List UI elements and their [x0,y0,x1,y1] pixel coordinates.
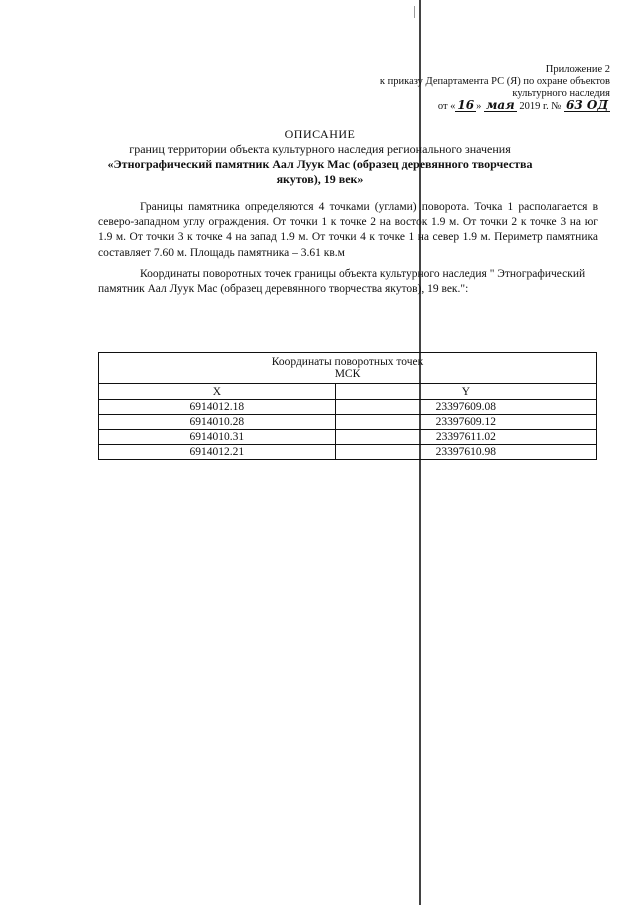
table-caption-line2: МСК [334,368,361,380]
cell-x: 6914010.28 [99,415,336,430]
order-number: 63 ОД [566,98,608,112]
cell-x: 6914012.21 [99,445,336,460]
annex-order-ref: к приказу Департамента РС (Я) по охране объектов [379,76,610,87]
annex-date-line [290,100,610,113]
date-year: 2019 г. № [519,101,562,112]
table-row [99,430,597,445]
boundary-description: Границы памятника определяются 4 точками (углами) поворота. Точка 1 располагается в северо-западном углу ограждения. От точки 1 к точке 2 на восток 1.9 м. От точки 2 к точке 3 на юг 1.9 м. От точки 3 к точке 4 на запад 1.9 м. От точки 4 к точке 1 на север 1.9 м. Периметр памятника составляет 7.60 м. Площадь памятника – 3.61 кв.м [98,201,598,259]
column-header-x: X [99,384,336,400]
cell-y: 23397609.12 [335,415,596,430]
table-row [99,445,597,460]
date-mid: » [476,101,482,112]
coordinates-table [98,352,597,460]
column-header-y: Y [335,384,596,400]
object-name-line2: якутов), 19 век» [276,172,364,186]
table-caption-line1: Координаты поворотных точек [271,356,424,368]
object-name-line1: «Этнографический памятник Аал Луук Мас (образец деревянного творчества [107,157,533,171]
table-row [99,400,597,415]
cell-y: 23397611.02 [335,430,596,445]
document-subtitle: границ территории объекта культурного наследия регионального значения [129,142,511,156]
date-day: 16 [457,98,475,112]
annex-header [290,64,610,113]
table-caption [99,353,597,384]
date-prefix: от « [437,101,456,112]
cell-x: 6914010.31 [99,430,336,445]
cell-x: 6914012.18 [99,400,336,415]
date-month: мая [486,98,515,112]
annex-order-ref-cont: культурного наследия [512,88,610,99]
cell-y: 23397609.08 [335,400,596,415]
cell-y: 23397610.98 [335,445,596,460]
coordinates-intro: Координаты поворотных точек границы объекта культурного наследия " Этнографический памятник Аал Луук Мас (образец деревянного творчества якутов), 19 век.": [98,268,586,296]
document-title: ОПИСАНИЕ [284,127,356,141]
table-row [99,415,597,430]
annex-title: Приложение 2 [545,64,610,75]
